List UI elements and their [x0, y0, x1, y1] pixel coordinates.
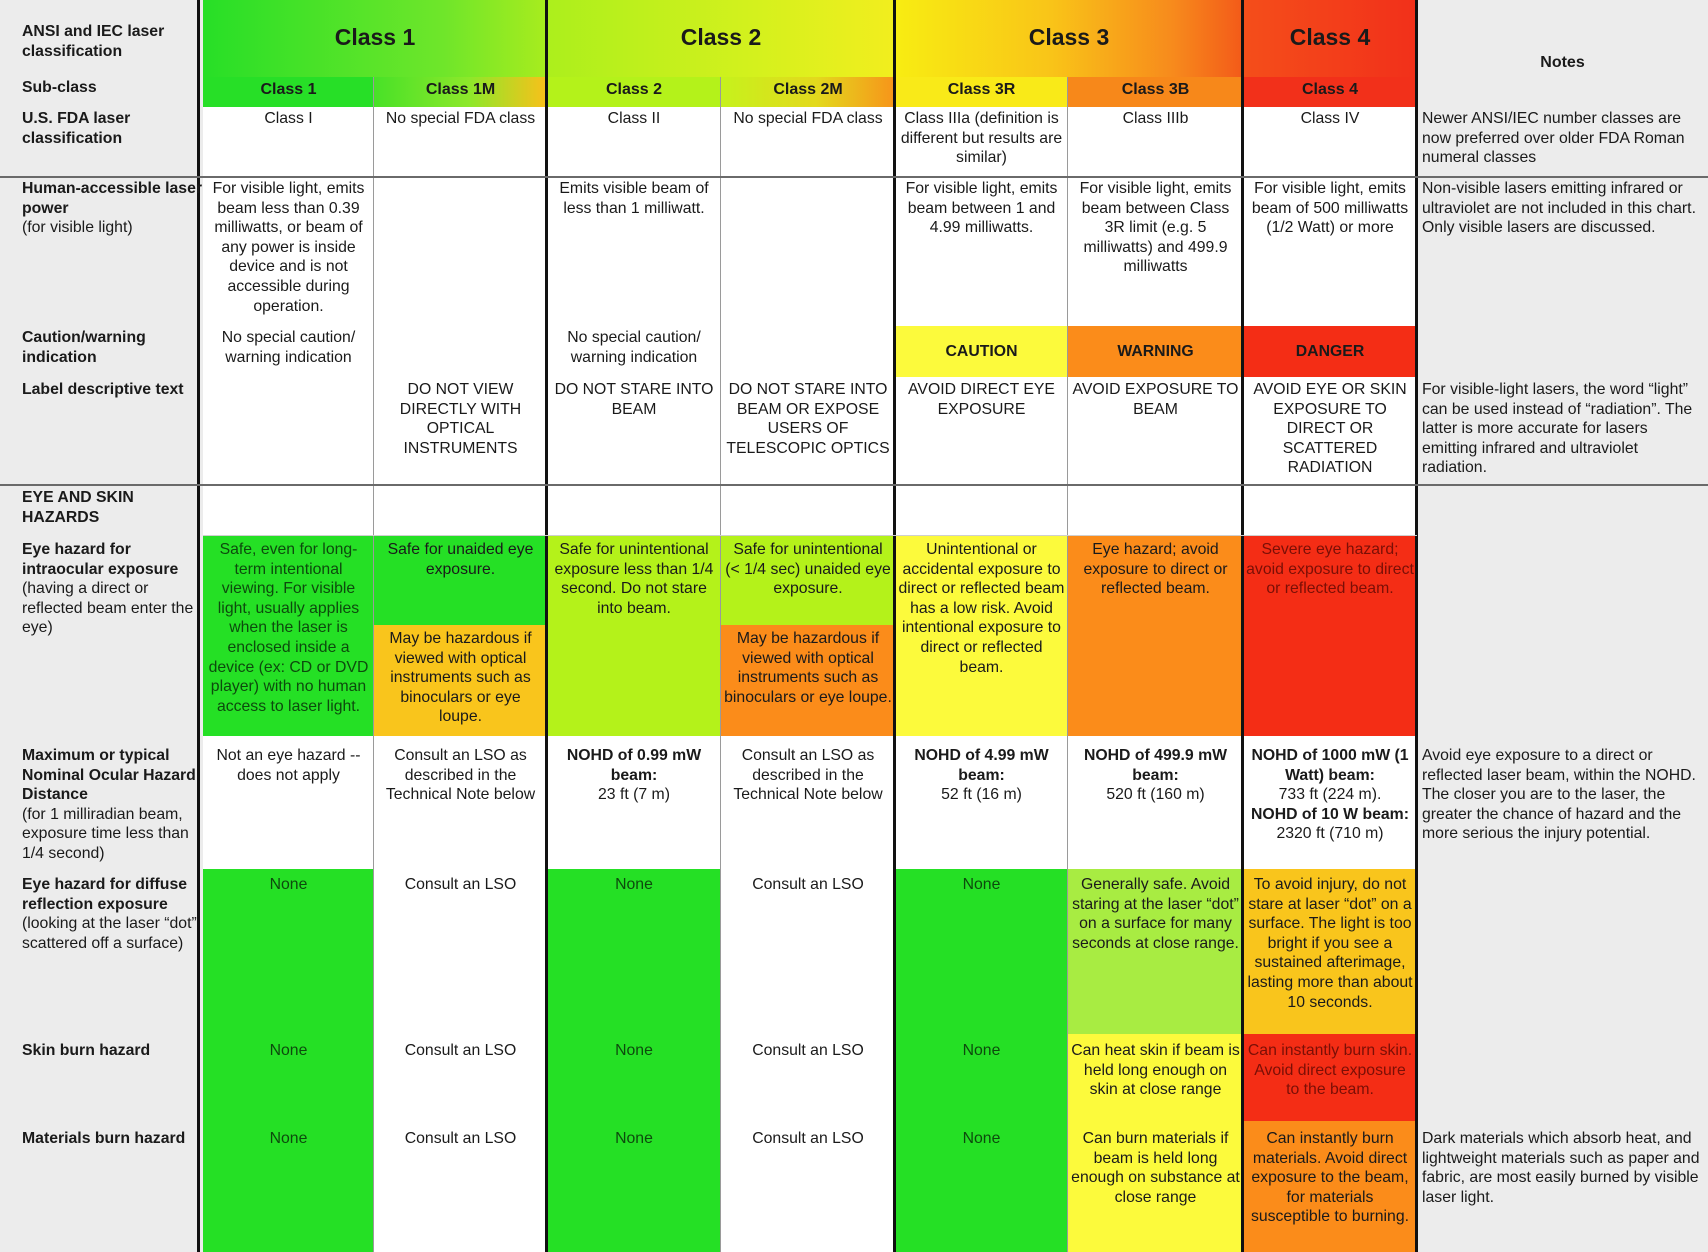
classification-header: ANSI and IEC laser classification	[22, 23, 165, 60]
notes-header: Notes	[1540, 54, 1585, 71]
intraocular-class3r: Unintentional or accidental exposure to direct or reflected beam has a low risk. Avoid intentional exposure to direct or reflected beam.	[898, 541, 1065, 676]
subclass-1: Class 1	[260, 81, 317, 98]
nohd-class3b	[1068, 735, 1243, 869]
nohd-note: Avoid eye exposure to a direct or reflected laser beam, within the NOHD. The closer you are to the laser, the greater the chance of hazard and the more serious the injury potential.	[1422, 747, 1696, 843]
skin-class1m: Consult an LSO	[404, 1042, 517, 1059]
section-divider	[0, 484, 1708, 486]
diffuse-class4: To avoid injury, do not stare at laser “dot” on a surface. The light is too bright if you see a sustained afterimage, lasting more than about 10 seconds.	[1247, 876, 1413, 1011]
caution-label: CAUTION	[945, 343, 1018, 360]
caution-class1: No special caution/ warning indication	[221, 329, 356, 366]
nohd-class4-value: 733 ft (224 m).	[1278, 786, 1382, 804]
subclass-header: Sub-class	[22, 79, 97, 96]
nohd-class3b-value: 520 ft (160 m)	[1106, 786, 1205, 804]
section-eye-skin-hazards: EYE AND SKIN HAZARDS	[22, 489, 134, 526]
nohd-class2-bold: NOHD of 0.99 mW beam:	[566, 747, 702, 784]
row-label-power: Human-accessible laser power (for visible light)	[22, 180, 203, 237]
labeltext-class2m: DO NOT STARE INTO BEAM OR EXPOSE USERS OF TELESCOPIC OPTICS	[726, 381, 890, 457]
fda-class3b: Class IIIb	[1122, 110, 1189, 127]
labeltext-class4: AVOID EYE OR SKIN EXPOSURE TO DIRECT OR SCATTERED RADIATION	[1253, 381, 1407, 477]
materials-class3r: None	[962, 1130, 1001, 1147]
nohd-class3r-value: 52 ft (16 m)	[941, 786, 1022, 804]
fda-class3r: Class IIIa (definition is different but results are similar)	[900, 110, 1063, 167]
subclass-3r: Class 3R	[947, 81, 1016, 98]
power-class3r: For visible light, emits beam between 1 and 4.99 milliwatts.	[905, 180, 1058, 237]
fda-class1m: No special FDA class	[385, 110, 536, 127]
skin-class1: None	[269, 1042, 308, 1059]
nohd-class4-bold2: NOHD of 10 W beam:	[1251, 805, 1409, 823]
nohd-class3r-bold: NOHD of 4.99 mW beam:	[914, 747, 1049, 784]
intraocular-class1m: Safe for unaided eye exposure.	[387, 541, 534, 578]
nohd-class2m: Consult an LSO as described in the Technical Note below	[733, 747, 883, 804]
class2-title: Class 2	[680, 24, 762, 50]
skin-class3b: Can heat skin if beam is held long enough on skin at close range	[1071, 1042, 1240, 1099]
materials-class3b: Can burn materials if beam is held long enough on substance at close range	[1071, 1130, 1240, 1206]
class4-title: Class 4	[1289, 24, 1371, 50]
row-label-fda: U.S. FDA laser classification	[22, 110, 131, 147]
power-class2: Emits visible beam of less than 1 milliwatt.	[559, 180, 709, 217]
skin-class2m: Consult an LSO	[752, 1042, 864, 1059]
labeltext-class1m: DO NOT VIEW DIRECTLY WITH OPTICAL INSTRUMENTS	[399, 381, 522, 457]
row-label-labeltext: Label descriptive text	[22, 381, 184, 398]
subclass-2m: Class 2M	[773, 81, 843, 98]
fda-class2m: No special FDA class	[733, 110, 883, 127]
diffuse-class1m: Consult an LSO	[404, 876, 517, 893]
diffuse-class3b: Generally safe. Avoid staring at the laser “dot” on a surface for many seconds at close range.	[1072, 876, 1239, 952]
power-note: Non-visible lasers emitting infrared or ultraviolet are not included in this chart. Only visible lasers are discussed.	[1422, 180, 1696, 237]
labeltext-note: For visible-light lasers, the word “light” can be used instead of “radiation”. The latter is more accurate for lasers emitting infrared and ultraviolet radiation.	[1422, 381, 1693, 477]
intraocular-class2m-optical: May be hazardous if viewed with optical instruments such as binoculars or eye loupe.	[724, 630, 892, 706]
materials-class2: None	[615, 1130, 653, 1147]
labeltext-class2: DO NOT STARE INTO BEAM	[554, 381, 714, 418]
nohd-class4	[1243, 735, 1417, 869]
nohd-class4-value2: 2320 ft (710 m)	[1276, 825, 1384, 843]
fda-class1: Class I	[264, 110, 313, 127]
intraocular-class1: Safe, even for long-term intentional viewing. For visible light, usually applies when the laser is enclosed inside a device (ex: CD or DVD player) with no human access to laser light.	[208, 541, 369, 715]
power-class3b: For visible light, emits beam between Class 3R limit (e.g. 5 milliwatts) and 499.9 milliwatts	[1079, 180, 1232, 276]
subclass-4: Class 4	[1301, 81, 1359, 98]
intraocular-class2: Safe for unintentional exposure less than 1/4 second. Do not stare into beam.	[554, 541, 714, 617]
class3-title: Class 3	[1028, 24, 1110, 50]
fda-class2: Class II	[607, 110, 661, 127]
row-label-nohd: Maximum or typical Nominal Ocular Hazard Distance (for 1 milliradian beam, exposure time less than 1/4 second)	[22, 747, 196, 862]
nohd-class1m: Consult an LSO as described in the Technical Note below	[385, 747, 536, 804]
power-class1: For visible light, emits beam less than 0.39 milliwatts, or beam of any power is inside device and is not accessible during operation.	[212, 180, 365, 315]
skin-class3r: None	[962, 1042, 1001, 1059]
danger-label: DANGER	[1295, 343, 1365, 360]
row-label-skin: Skin burn hazard	[22, 1042, 151, 1059]
labeltext-class3b: AVOID EXPOSURE TO BEAM	[1072, 381, 1239, 418]
warning-label: WARNING	[1117, 343, 1194, 360]
row-label-diffuse: Eye hazard for diffuse reflection exposure (looking at the laser “dot” scattered off a surface)	[22, 876, 197, 952]
skin-class2: None	[615, 1042, 653, 1059]
fda-note: Newer ANSI/IEC number classes are now preferred over older FDA Roman numeral classes	[1422, 110, 1685, 167]
diffuse-class2: None	[615, 876, 653, 893]
subclass-2: Class 2	[605, 81, 663, 98]
intraocular-class4: Severe eye hazard; avoid exposure to direct or reflected beam.	[1246, 541, 1414, 598]
nohd-class3b-bold: NOHD of 499.9 mW beam:	[1083, 747, 1228, 784]
intraocular-class2m: Safe for unintentional (< 1/4 sec) unaided eye exposure.	[725, 541, 891, 598]
materials-note: Dark materials which absorb heat, and lightweight materials such as paper and fabric, are most easily burned by visible laser light.	[1422, 1130, 1700, 1206]
labeltext-class3r: AVOID DIRECT EYE EXPOSURE	[908, 381, 1055, 418]
nohd-class3r	[895, 735, 1068, 869]
row-label-materials: Materials burn hazard	[22, 1130, 186, 1147]
skin-class4: Can instantly burn skin. Avoid direct exposure to the beam.	[1247, 1042, 1413, 1099]
materials-class1m: Consult an LSO	[404, 1130, 517, 1147]
nohd-class2	[547, 735, 721, 869]
intraocular-class1m-optical: May be hazardous if viewed with optical instruments such as binoculars or eye loupe.	[389, 630, 532, 726]
intraocular-class3b: Eye hazard; avoid exposure to direct or reflected beam.	[1083, 541, 1228, 598]
caution-class2: No special caution/ warning indication	[567, 329, 701, 366]
row-label-caution: Caution/warning indication	[22, 329, 146, 366]
subclass-3b: Class 3B	[1121, 81, 1190, 98]
subclass-1m: Class 1M	[425, 81, 496, 98]
class1-title: Class 1	[334, 24, 416, 50]
diffuse-class2m: Consult an LSO	[752, 876, 864, 893]
diffuse-class1: None	[269, 876, 308, 893]
materials-class1: None	[269, 1130, 308, 1147]
materials-class2m: Consult an LSO	[752, 1130, 864, 1147]
fda-class4: Class IV	[1300, 110, 1360, 127]
power-class4: For visible light, emits beam of 500 milliwatts (1/2 Watt) or more	[1251, 180, 1409, 237]
materials-class4: Can instantly burn materials. Avoid direct exposure to the beam, for materials susceptible to burning.	[1250, 1130, 1410, 1226]
diffuse-class3r: None	[962, 876, 1001, 893]
nohd-class2-value: 23 ft (7 m)	[598, 786, 670, 804]
row-label-intraocular: Eye hazard for intraocular exposure (having a direct or reflected beam enter the eye)	[22, 541, 194, 637]
nohd-class1: Not an eye hazard -- does not apply	[216, 747, 361, 784]
nohd-class4-bold: NOHD of 1000 mW (1 Watt) beam:	[1251, 747, 1409, 784]
